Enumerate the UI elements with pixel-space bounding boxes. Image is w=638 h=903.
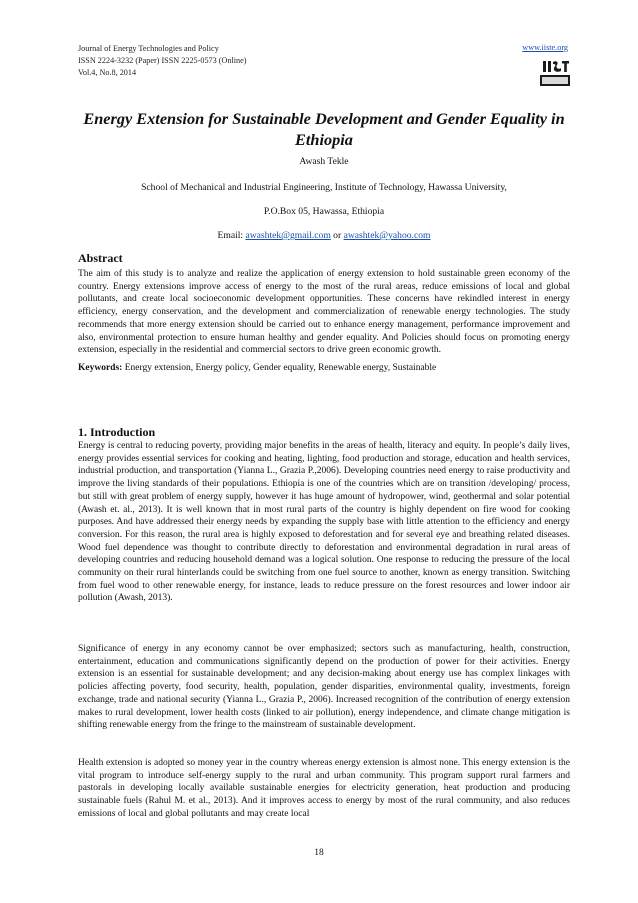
page-number: 18	[314, 848, 324, 858]
author-affiliation: School of Mechanical and Industrial Engineering, Institute of Technology, Hawassa University,	[141, 182, 507, 193]
author-name: Awash Tekle	[299, 156, 349, 167]
introduction-paragraph-3: Health extension is adopted so money year in the country whereas energy extension is almost none. This energy extension is the vital program to introduce self-energy supply to the rural and urban community. This program support rural farmers and pastorals in developing locally available sustainable energies for electricity generation, heat production and producing sustainable fuels (Rahul M. et al., 2013). And it improves access to energy by most of the rural community, and also reduces emissions of local and global pollutants and may create local	[78, 758, 570, 819]
introduction-paragraph-1: Energy is central to reducing poverty, providing major benefits in the areas of health, literacy and equity. In people’s daily lives, energy provides essential services for cooking and heating, lighting, food production and storage, education and health services, industrial production, and transportation (Yianna L., Grazia P.,2006). Developing countries need energy to raise productivity and improve the living standards of their populations. Ethiopia is one of the countries which are on transition /developing/ process, but still with great problem of energy supply, however it has huge amount of hydropower, wind, geothermal and solar potential (Awash et. al., 2013). It is well known that in most rural parts of the country is highly dependent on fire wood for cooking purposes. And have addressed their energy needs by expanding the supply base with little attention to the efficiency and energy conversion. For this reason, the rural area is highly exposed to deforestation and for several eye and breathing related diseases. Wood fuel dependence was thought to contribute directly to deforestation and environmental degradation in rural areas of developing countries and reducing household demand was a logical solution. One response to reducing the pressure of the local community on their rural hinterlands could be switching from one fuel source to another, known as energy transition. Switching from fuel wood to other renewable energy, for instance, leads to reduce pressure on the forest resources and lower indoor air pollution (Awash, 2013).	[78, 441, 570, 604]
abstract-heading: Abstract	[78, 251, 123, 265]
paper-title: Energy Extension for Sustainable Development and Gender Equality in Ethiopia	[83, 109, 565, 149]
email-secondary-link[interactable]: awashtek@yahoo.com	[343, 230, 431, 241]
abstract-text: The aim of this study is to analyze and realize the application of energy extension to hold sustainable green economy of the country. Energy extensions improve access of energy to the most of the rural areas, reduce emissions of local and global pollutants, and create local socioeconomic development opportunities. These concerns have rekindled interest in energy efficiency, energy conservation, and the development and commercialization of renewable energy technologies. The study recommends that more energy extension should be carried out to enhance energy management, performance improvement and also, environmental protection to ensure human healthy and gender equality. And Policies should focus on promoting energy extension, especially in the residential and commercial sectors to drive green economic growth.	[78, 269, 570, 356]
keywords-label: Keywords:	[78, 363, 123, 373]
email-connector: or	[330, 230, 344, 241]
iiste-logo-icon	[540, 58, 570, 86]
introduction-paragraph-2: Significance of energy in any economy cannot be over emphasized; sectors such as manufacturing, health, construction, entertainment, education and communications significantly depend on the production of power for their activities. Energy extension is an essential for sustainable development; and any decision-making about energy use has complex linkages with policies affecting poverty, food security, health, population, gender disparities, environmental quality, investments, foreign exchange, trade and national security (Yianna L., Grazia P., 2006). Increased recognition of the contribution of energy extension makes to rural development, lower health costs (linked to air pollution), energy independence, and climate change mitigation is shifting renewable energy from the fringe to the mainstream of sustainable development.	[78, 644, 570, 731]
email-prefix: Email:	[217, 230, 246, 241]
email-primary-link[interactable]: awashtek@gmail.com	[245, 230, 331, 241]
journal-volume: Vol.4, No.8, 2014	[78, 68, 137, 78]
journal-issn: ISSN 2224-3232 (Paper) ISSN 2225-0573 (Online)	[78, 56, 247, 66]
journal-url-link[interactable]: www.iiste.org	[522, 43, 568, 52]
keywords-text: Energy extension, Energy policy, Gender equality, Renewable energy, Sustainable	[122, 363, 437, 373]
journal-name: Journal of Energy Technologies and Policy	[78, 44, 219, 53]
journal-header	[78, 43, 247, 80]
keywords-line	[78, 363, 570, 373]
author-email	[78, 230, 570, 241]
introduction-heading: 1. Introduction	[78, 425, 156, 439]
author-address: P.O.Box 05, Hawassa, Ethiopia	[263, 206, 385, 217]
